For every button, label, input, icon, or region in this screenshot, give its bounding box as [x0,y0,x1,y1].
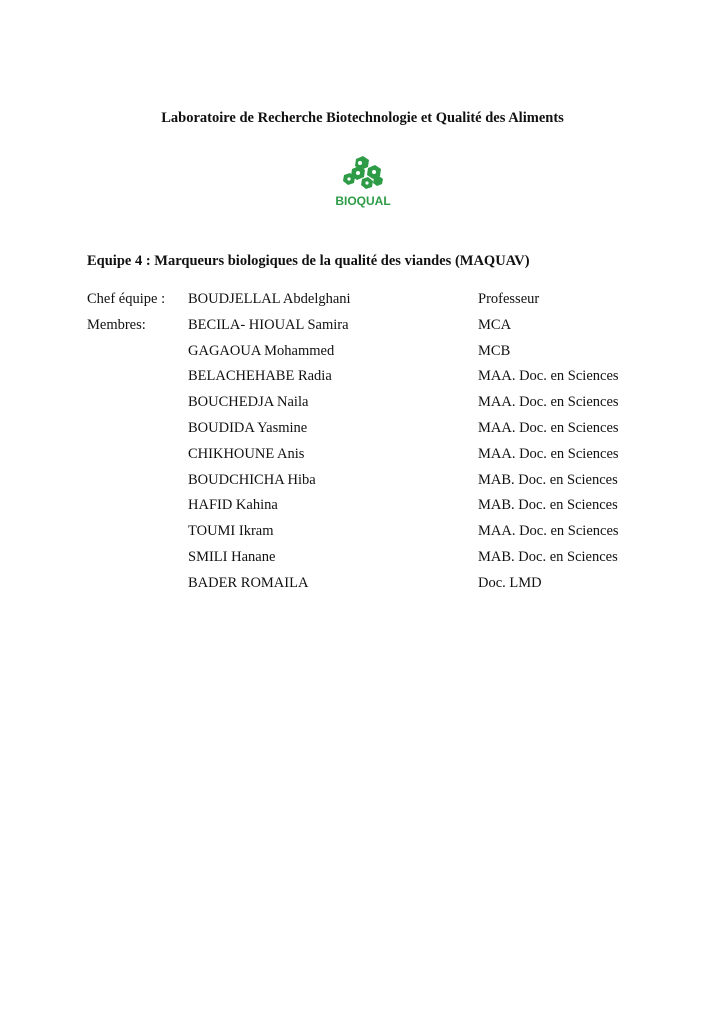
member-row [87,442,647,468]
member-row [87,364,647,390]
member-role: Membres: [87,316,146,333]
member-grade: MAA. Doc. en Sciences [478,419,619,436]
member-name: BADER ROMAILA [188,574,309,591]
member-row [87,571,647,597]
member-grade: Professeur [478,291,540,307]
member-grade: MCA [478,316,512,333]
member-row [87,390,647,416]
member-grade: MAA. Doc. en Sciences [478,523,619,540]
member-grade: MAB. Doc. en Sciences [478,548,618,565]
member-name: BOUCHEDJA Naila [188,394,309,411]
member-grade: MCB [478,342,511,359]
member-grade: MAB. Doc. en Sciences [478,471,618,488]
member-name: BOUDIDA Yasmine [188,419,308,436]
members-table [87,287,647,597]
member-grade: MAA. Doc. en Sciences [478,394,619,411]
member-row [87,545,647,571]
member-grade: MAA. Doc. en Sciences [478,368,619,385]
lab-title: Laboratoire de Recherche Biotechnologie et Qualité des Aliments [161,110,564,126]
member-row [87,339,647,365]
member-row [87,493,647,519]
bioqual-logo [326,155,400,211]
team-title: Equipe 4 : Marqueurs biologiques de la qualité des viandes (MAQUAV) [87,253,530,269]
member-name: HAFID Kahina [188,497,278,514]
member-row [87,287,647,313]
member-name: SMILI Hanane [188,548,276,565]
member-grade: MAA. Doc. en Sciences [478,445,619,462]
member-name: BOUDCHICHA Hiba [188,471,316,488]
logo-wordmark: BIOQUAL [335,194,391,208]
member-row [87,468,647,494]
member-name: CHIKHOUNE Anis [188,445,305,462]
member-grade: MAB. Doc. en Sciences [478,497,618,514]
member-row [87,519,647,545]
member-name: BELACHEHABE Radia [188,368,332,385]
member-role: Chef équipe : [87,291,166,307]
member-name: GAGAOUA Mohammed [188,342,335,359]
member-row [87,416,647,442]
bioqual-logo-graphic [326,155,400,211]
member-name: BOUDJELLAL Abdelghani [188,291,351,307]
member-name: BECILA- HIOUAL Samira [188,316,349,333]
member-row [87,313,647,339]
member-name: TOUMI Ikram [188,523,274,540]
member-grade: Doc. LMD [478,574,542,591]
